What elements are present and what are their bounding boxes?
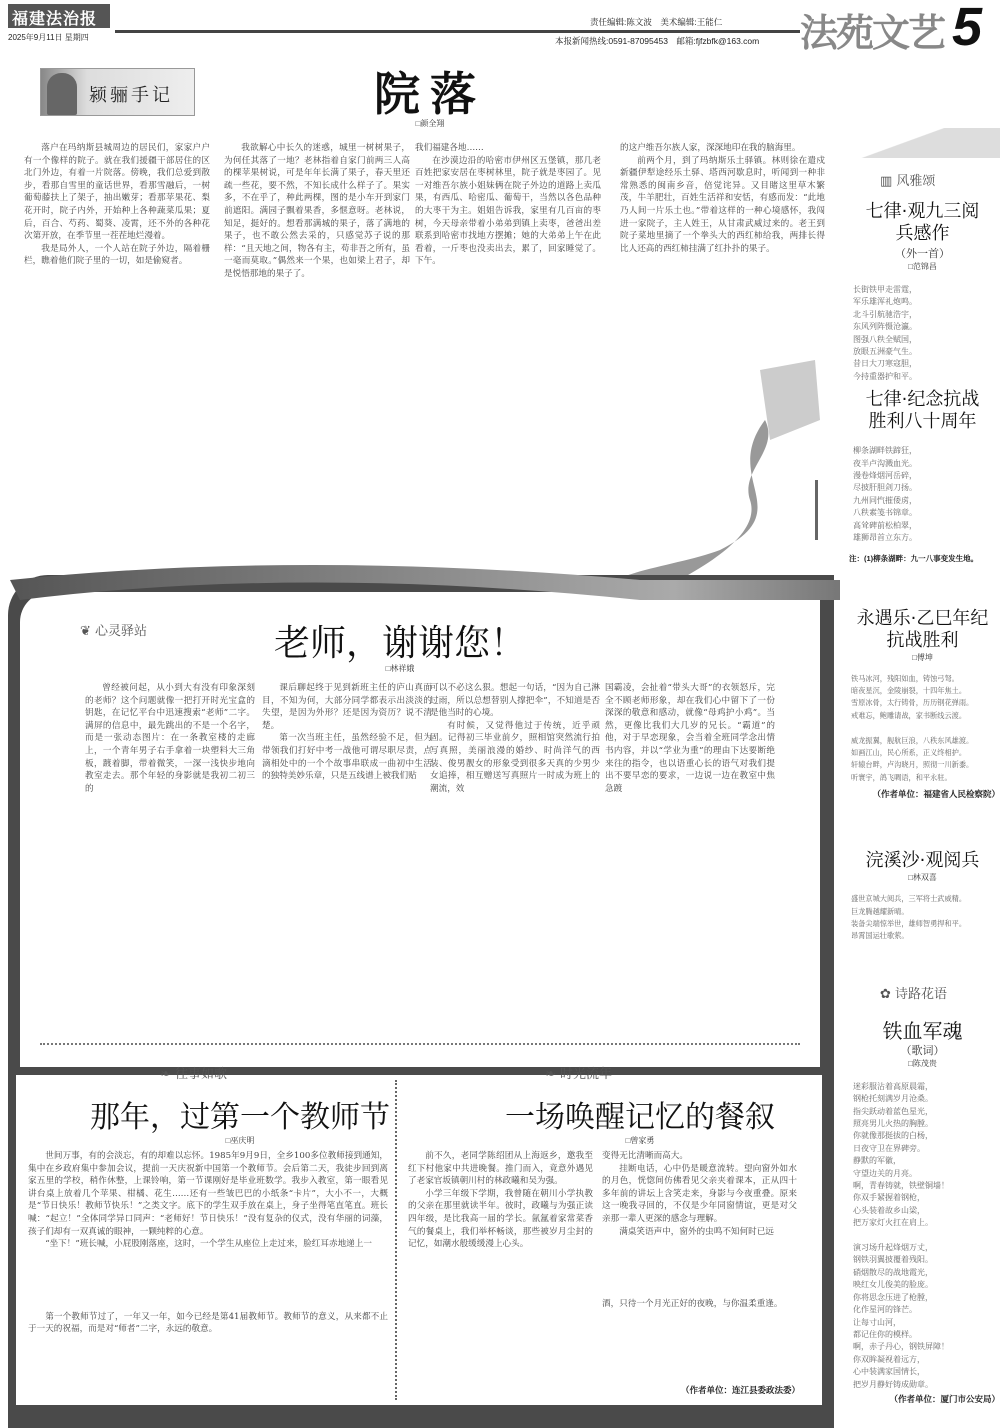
curved-band (0, 560, 840, 600)
paragraph: 在沙漠边沿的哈密市伊州区五堡镇，那几老百姓把家安居在枣树林里，院子就是枣园了。见一对维吾尔族小姐妹俩在院子外边的道路上卖瓜果，有西瓜、哈密瓜、葡萄干，当然以各色品种的大枣干为主。姐姐告诉我，家里有几百亩的枣树，今天母亲带着小弟弟到镇上卖枣，爸爸出差联系到哈密市找地方摆摊；她的大弟弟上午在此看着，一斤枣也没卖出去，累了，回家睡觉了。下午。 (415, 155, 601, 267)
poem-title: 浣溪沙·观阅兵 (865, 850, 980, 872)
poem-line: 硝烟散尽的战地霞光， (853, 1267, 933, 1277)
poem-line: 映红女儿俊美的脸庞。 (853, 1280, 933, 1290)
paragraph: 前不久，老同学陈绍团从上海返乡，邀我至红下村他家中共进晚餐。推门而入，竟意外遇见了老家官坂镇朝川村的林政曦和吴为强。 (408, 1151, 593, 1187)
column-divider (395, 1080, 397, 1400)
poem-line: 听寰宇，鸽飞啁语，和平永驻。 (851, 772, 952, 782)
poem-line: 装备尖端惊举世，雄师智勇捍和平。 (851, 918, 967, 928)
paragraph: 满桌笑语声中，窗外的虫鸣不知何时已远 (619, 1226, 774, 1237)
poem-line: 轩辕台畔，卢沟晓月，照彻一川新黍。 (851, 760, 974, 770)
poem-line: 把万家灯火扛在肩上。 (853, 1218, 933, 1228)
poem-line: 夜半卢沟溅血光。 (853, 458, 917, 468)
paragraph: “坐下！”班长喊，小屁股刚落座，这时，一个学生从座位上走过来，脸红耳赤地递上一 (45, 1239, 372, 1250)
poem-line: 演习场升起烽烟万丈， (853, 1243, 933, 1253)
column-label (545, 1063, 612, 1082)
poem-title: 永遇乐·乙巳年纪抗战胜利 (856, 607, 989, 651)
contact-line: 本报新闻热线:0591-87095453 邮箱:fjfzbfk@163.com (555, 36, 760, 46)
heart-house-icon: ❦ (80, 624, 96, 639)
poem-line: 让每寸山河， (853, 1317, 901, 1327)
poem-title: 七律·纪念抗战胜利八十周年 (865, 389, 980, 433)
poem-body (853, 1081, 1000, 1391)
poem-line: 你就像那挺拔的白杨， (853, 1131, 933, 1141)
poem-line: 八秩素笺书锦章。 (853, 508, 917, 518)
poem-line: 心中装满家国情长， (853, 1367, 925, 1377)
poem-line: 照亮男儿火热的胸膛。 (853, 1119, 933, 1128)
column-name: 时光流年 (560, 1067, 613, 1082)
article-column (224, 142, 410, 281)
section-divider (40, 1043, 800, 1045)
paragraph: 第一个教师节过了，一年又一年，如今已经是第41届教师节。教师节的意义，从来都不止于一天的祝福，而是对“师者”二字，永远的敬意。 (28, 1311, 388, 1335)
poem-line: 如画江山，民心所系，正义终相护。 (851, 747, 967, 757)
poem-line: 啊，青春铸就，铁壁铜墙！ (853, 1181, 949, 1191)
paragraph: 酒，只待一个月光正好的夜晚，与你温柔重逢。 (602, 1299, 783, 1310)
paragraph: 我们福建各地…… (415, 143, 484, 153)
column-label (80, 620, 147, 639)
poem-line (851, 722, 1000, 734)
author-unit: （作者单位：连江县委政法委） (680, 1385, 800, 1395)
issue-date: 2025年9月11日 星期四 (8, 33, 89, 42)
poem-line: 图强八秩全赋国， (853, 334, 917, 344)
poem-line: 高耸碑前松柏翠， (853, 520, 917, 530)
paragraph: 的这户维吾尔族人家，深深地印在我的脑海里。 (620, 143, 801, 153)
article-column (620, 142, 825, 255)
poem-line: 盛世京城大阅兵，三军将士武威精。 (851, 894, 967, 904)
poem-line: 你双眸凝视着远方， (853, 1354, 925, 1364)
article-column (415, 142, 601, 268)
poem-line: 你将思念压进了枪膛， (853, 1292, 933, 1302)
poem-line: 铁马冰河，残阳如血，铸蚀弓弩。 (851, 673, 959, 683)
leaf-icon: ❧ (545, 1067, 561, 1082)
author-photo (47, 73, 77, 115)
column-label (160, 1063, 227, 1082)
poem-line: 今持重器护和平。 (853, 371, 917, 381)
editors-credit: 责任编辑:陈文波 美术编辑:王能仁 (590, 17, 723, 27)
poem-line: 九州同忾摧倭虏， (853, 495, 917, 505)
author-unit: （作者单位：厦门市公安局） (889, 1393, 1000, 1404)
flower-icon: ✿ (880, 986, 896, 1002)
poem-line: 放眼五洲豪气生。 (853, 347, 917, 357)
poem-line: 柳条湖畔铁蹄狂， (853, 446, 917, 456)
paragraph: 挂断电话，心中仍是暖意流转。望向窗外如水的月色，恍惚间仿佛看见父亲夹着课本，正从四十多年前的讲坛上含笑走来，身影与今夜重叠。原来这一晚我寻回的，不仅是少年同窗情谊，更是对父亲那一辈人更深的感念与理解。 (602, 1163, 797, 1224)
article-title: 那年，过第一个教师节 (90, 1100, 390, 1135)
poem-title: 铁血军魂 (882, 1018, 963, 1043)
poem-line: 日夜守卫在界碑旁。 (853, 1143, 925, 1153)
paragraph: 有时候，又觉得他过于传统，近乎顽固。记得初三毕业前夕，照相馆突然流行拍写真照，美丽浪漫的婚纱、时尚洋气的西装、俊男靓女的形象受到很多天真的少男少女追捧，相互赠送写真照片一时成为班上的潮流，效 (430, 720, 600, 794)
poem-line: 迷彩服沾着高原晨霜， (853, 1081, 933, 1091)
article-column (28, 1150, 388, 1336)
poem-line: 巨龙腾越耀新晴。 (851, 906, 909, 916)
poem-line: 暗夜星沉，金陵崩裂，十四年焦土。 (851, 685, 967, 695)
poem-line: 长街铁甲走雷霆， (853, 285, 917, 294)
article-column (85, 682, 255, 795)
paragraph: 落户在玛纳斯县城周边的居民们，家家户户有一个像样的院子。就在我们援疆干部居住的区北门外边，有着一片院落。傍晚，我们总爱到散步，看那自雪里的童话世界，看那雪融后，一树葡萄藤扶上了架子，抽出嫩芽；看那苹果花、梨花开时，院子内外，开始种上各种蔬菜瓜果；夏后，百合、芍药、蜀葵、凌霄，还不外的各种花次第开放，在季节里一茬茬地烂漫着。 (24, 143, 210, 242)
poem-line: 静默的军徽， (853, 1156, 901, 1166)
poem-line: 东风列阵慑沧瀛。 (853, 322, 917, 332)
book-icon: ▥ (880, 174, 897, 189)
poem-line: 昔日大刀寒寇胆， (853, 359, 917, 369)
article-author: □曾家勇 (625, 1136, 655, 1145)
poem-line: 尽披肝胆剑刀扬。 (853, 483, 917, 493)
article-author: □林祥娥 (385, 664, 415, 673)
poem-line: 雪原冰骨，太行铸骨，历历钢花弹雨。 (851, 698, 974, 708)
poem-line: 心头装着故乡山梁， (853, 1205, 925, 1215)
paragraph: 变得无比清晰而高大。 (602, 1151, 688, 1161)
article-column (430, 682, 600, 795)
article-column (605, 682, 775, 795)
poem-subtitle: （外一首） (895, 248, 950, 260)
column-name: 诗路花语 (895, 986, 948, 1002)
poem-body (853, 445, 1000, 544)
poem-line: 都记住你的模样。 (853, 1329, 917, 1339)
column-label (880, 170, 1000, 189)
article-author: □巫庆明 (225, 1136, 255, 1145)
poem-line: 钢铁羽翼披覆着残阳。 (853, 1255, 933, 1265)
author-unit: （作者单位：福建省人民检察院） (872, 789, 1000, 800)
poem-line: 戒难忘，鲍雕请战，家书断线云渡。 (851, 710, 967, 720)
article-column (262, 682, 432, 783)
poem-line: 化作星河的锋芒。 (853, 1305, 917, 1315)
poem-line: 钢枪托刻满岁月沧桑。 (853, 1094, 933, 1104)
poem-line: 你双手紧握着钢枪， (853, 1193, 925, 1203)
poem-line: 指尖跃动着蓝色星光， (853, 1106, 933, 1116)
article-column (408, 1150, 593, 1251)
article-title: 一场唤醒记忆的餐叙 (505, 1100, 775, 1135)
poem-line: 威龙振翼，舰航巨浪，八秩东风雄渡。 (851, 735, 974, 745)
hand-path-illustration (420, 360, 840, 590)
paragraph: 前两个月，到了玛纳斯乐土驿镇。林则徐在遣戍新疆伊犁途经乐土驿、塔西河歇息时，听闻到一种非常熟悉的闽南乡音，倍觉诧异。又目睹这里草木繁茂，牛羊肥壮，百姓生活祥和安恬，有感而发：“此地乃人间一片乐土也。”带着这样的一种心境感怀，我闯进一家院子，主人姓王，从甘肃武威过来的。老王到院子菜地里摘了一个拳头大的西红柿给我，两排长得比人还高的西红柿挂满了红扑扑的果子。 (620, 155, 825, 254)
poem-author: □范锦昌 (908, 262, 937, 271)
article-title: 院落 (374, 67, 486, 121)
poem-body (851, 893, 1000, 943)
poem-line (853, 1230, 1000, 1242)
paragraph: 第一次当班主任，虽然经验不足，但为带领我们打好中考一战他可谓尽职尽责，点滴相处中的一个个故事串联成一曲初中生活的独特美妙乐章，只是五线谱上被我们贴 (262, 733, 432, 782)
leaf-icon: ❧ (160, 1067, 176, 1082)
poem-author: □陈茂贵 (908, 1058, 937, 1068)
poem-title: 七律·观九三阅兵感作 (865, 201, 980, 244)
paragraph: 国霸凌，会扯着“带头大哥”的衣领怒斥，完全不顾老师形象，却在我们心中留下了一份深深的敬意和感动，就像“母鸡护小鸡”。当然，更像比我们大几岁的兄长。“霸道”的他，对于早恋现象，会当着全班同学念出情书内容，并以“学业为重”的理由下达要断绝来往的指令，也以语重心长的语气对我们提出不要早恋的要求，一边说一边在教室中焦急踱 (605, 683, 775, 794)
paragraph: 课后聊起终于见到新班主任的庐山真面目，不知为何，大部分同学都表示出淡淡的失望，是因为外形？还是因为资历？说不清楚。 (262, 683, 432, 731)
poem-line: 北斗引航驰浩宇， (853, 309, 917, 319)
article-column (602, 1150, 797, 1311)
paragraph: 可以不必这么狠。想起一句话，“因为自己淋过雨，所以总想替别人撑把伞”，不知道是否是他当时的心境。 (430, 683, 600, 719)
poem-body (853, 284, 1000, 383)
column-name: 往事如歌 (175, 1067, 228, 1082)
paragraph: 世间万事，有的会淡忘，有的却难以忘怀。1985年9月9日，全乡100多位教师接到通知，集中在乡政府集中参加会议，提前一天庆祝新中国第一个教师节。会后第二天，我徒步回到离家五里的学校，稍作休整，上课铃响，第一节课刚好是毕业班数学。我步入教室，第一眼看见讲台桌上放着几个苹果、柑橘、花生……还有一些皱巴巴的小纸条“卡片”，大小不一，大概是“节日快乐！教师节快乐！”之类文字。底下的学生双手放在桌上，身子坐得笔直笔直。班长喊：“起立！”全体同学异口同声：“老师好！节日快乐！”没有复杂的仪式，没有华丽的词藻，孩子们却有一双真诚的眼神，一颗纯粹的心意。 (28, 1151, 388, 1237)
page-number: 5 (952, 0, 983, 57)
paragraph: 我是局外人，一个人站在院子外边，隔着栅栏，瞧着他们院子里的一切，如是偷窥者。 (24, 243, 210, 267)
column-name: 颍骊手记 (89, 85, 173, 106)
poem-line: 把岁月静好铸成勋章。 (853, 1379, 933, 1389)
poem-line: 雄狮昂首立东方。 (853, 533, 917, 543)
poem-author: □林双喜 (908, 873, 937, 883)
column-label (880, 983, 1000, 1002)
poem-line: 昂霄国运壮歌萦。 (851, 931, 909, 941)
newspaper-masthead: 福建法治报 (8, 4, 110, 28)
article-author: □颜全翔 (415, 119, 445, 128)
header-rule (115, 30, 800, 33)
poem-subtitle: （歌词） (900, 1044, 945, 1057)
poem-author: □傅坤 (912, 652, 933, 662)
poem-line: 守望边关的月亮。 (853, 1168, 917, 1178)
poem-line: 啊，赤子丹心，钢铁屏障！ (853, 1342, 949, 1352)
article-column (24, 142, 210, 268)
poem-line: 军乐雄浑礼炮鸣。 (853, 297, 917, 307)
section-name: 法苑文艺 (800, 11, 945, 55)
paragraph: 我欲解心中长久的迷惑，城里一树树果子，为何任其落了一地？老林指着自家门前两三人高的棵苹果树说，可是年年长满了果子，春天里还疏一些花，要不然，不知长成什么样子了。果实多，不在乎了，种此两棵，图的是小车开到家门前遮阳。满园子飘着果香，多惬意呀。老林说，知足，挺好的。想看那满城的果子，落了满地的果子，也不敢公然去采的，只感觉苏子说的那样：“且天地之间，物各有主，苟非吾之所有，虽一毫而莫取。”偶然来一个果，也如梁上君子，却是悦悟那地的果子了。 (224, 143, 410, 279)
paragraph: 小学三年级下学期，我曾随在朝川小学执教的父亲在那里就读半年。彼时，政曦与为强正读四年级，是比我高一届的学长。氤氲着家常菜香气的餐桌上，我们举杯畅谈，那些被岁月尘封的记忆，如潮水般缓缓漫上心头。 (408, 1188, 593, 1250)
poem-line: 漫卷烽烟河岳碎， (853, 471, 917, 481)
poem-note: 注：(1)柳条湖畔：九一八事变发生地。 (849, 553, 979, 563)
column-name: 风雅颂 (896, 174, 936, 189)
paragraph: 曾经被问起，从小到大有没有印象深刻的老师？这个问题就像一把打开时光宝盒的钥匙，在记忆平台中迅速搜索“老师”二字。满屏的信息中，最先跳出的不是一个名字，而是一张动态图片：在一条教室楼的走廊上，一个青年男子右手拿着一块塑料大三角板，踱着脚，带着微笑，一深一浅快步地向教室走去。那个年轻的身影就是我初二初三的 (85, 683, 255, 794)
column-name: 心灵驿站 (95, 624, 148, 639)
column-banner (40, 68, 195, 116)
poem-body (851, 673, 1000, 785)
article-title: 老师，谢谢您！ (273, 623, 526, 664)
sidebar (845, 130, 1000, 1420)
